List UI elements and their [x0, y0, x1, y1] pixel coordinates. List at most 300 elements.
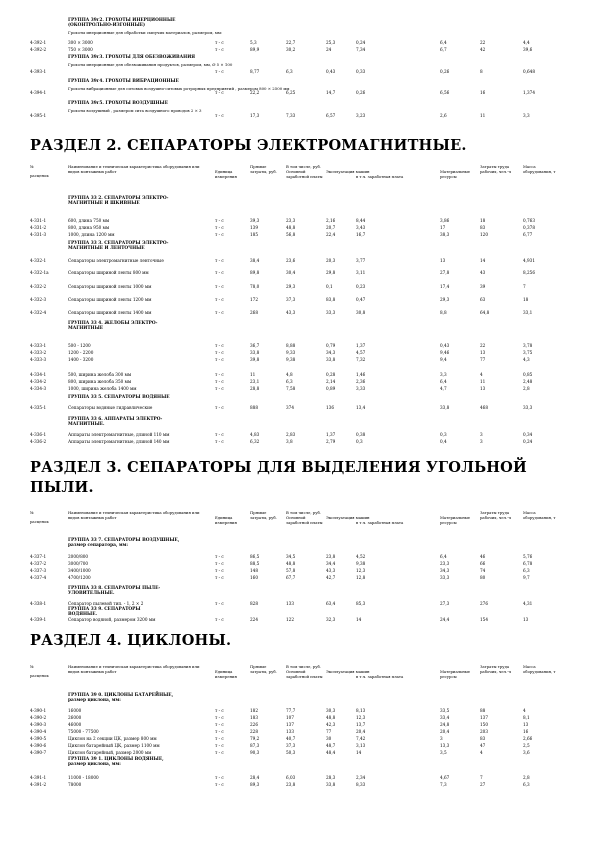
cell-code: 4-390-5	[30, 736, 47, 741]
cell-unit: т - с	[215, 310, 224, 315]
cell-v2: 0,89	[326, 386, 336, 391]
cell-v6: 13	[523, 617, 529, 622]
cell-code: 4-391-1	[30, 775, 47, 780]
cell-price: 89,3	[250, 782, 260, 787]
cell-v6: 2,8	[523, 775, 530, 780]
table-row	[30, 554, 580, 560]
cell-name: 1000, длина 1200 мм	[68, 232, 115, 237]
cell-unit: т - с	[215, 405, 224, 410]
table-row	[30, 405, 580, 411]
cell-v6: 18	[523, 297, 529, 302]
cell-v3: 13,4	[356, 405, 366, 410]
cell-v2: 28,3	[326, 775, 336, 780]
cell-code: 4-332-4	[30, 310, 47, 315]
table-row	[30, 775, 580, 781]
cell-code: 4-333-1	[30, 343, 47, 348]
cell-name: 3000/700	[68, 561, 89, 566]
cell-code: 4-331-2	[30, 225, 47, 230]
cell-v4: 24,8	[440, 722, 450, 727]
cell-v2: 33,8	[326, 782, 336, 787]
table-row	[30, 343, 580, 349]
group-description: Грохоты инерционные для обезвоживания продуктов, размером, мм, Ø 5 × 100	[68, 62, 233, 67]
cell-v6: 0,34	[523, 432, 533, 437]
cell-v5: 83	[480, 736, 486, 741]
cell-v3: 30,8	[356, 310, 366, 315]
cell-v4: 4,67	[440, 775, 450, 780]
cell-v6: 0,85	[523, 372, 533, 377]
cell-v5: 43	[480, 270, 486, 275]
cell-name: Сепаратор пылевой тип. - 1, 2 × 2	[68, 601, 144, 606]
cell-v6: 3,6	[523, 750, 530, 755]
cell-v1: 67,7	[286, 575, 296, 580]
cell-v1: 374	[286, 405, 294, 410]
cell-v4: 3,86	[440, 218, 450, 223]
cell-v2: 2,16	[326, 218, 336, 223]
cell-v4: 33,3	[440, 575, 450, 580]
cell-v5: 18	[480, 218, 486, 223]
cell-name: 1200 - 2200	[68, 350, 94, 355]
group-heading: ГРУППА 33 5. СЕПАРАТОРЫ ВОДЯНЫЕ	[68, 395, 170, 400]
cell-v6: 5,76	[523, 554, 533, 559]
cell-price: 185	[250, 232, 258, 237]
cell-name: 75000 - 77500	[68, 729, 99, 734]
cell-v5: 14	[480, 258, 486, 263]
cell-v3: 7,32	[356, 357, 366, 362]
cell-v4: 13	[440, 258, 446, 263]
table-row	[30, 284, 580, 290]
cell-v3: 12,3	[356, 568, 366, 573]
cell-code: 4-390-4	[30, 729, 47, 734]
cell-name: 78000	[68, 782, 82, 787]
cell-v4: 23,3	[440, 561, 450, 566]
cell-v5: 11	[480, 379, 486, 384]
cell-v4: 33,4	[440, 715, 450, 720]
table-row	[30, 310, 580, 316]
cell-v6: 6,3	[523, 568, 530, 573]
section-heading: РАЗДЕЛ 2. СЕПАРАТОРЫ ЭЛЕКТРОМАГНИТНЫЕ.	[30, 137, 467, 154]
cell-v2: 42,7	[326, 575, 336, 580]
cell-name: Циклон батарейный, размер 2000 мм	[68, 750, 152, 755]
cell-code: 4-332-1а	[30, 270, 49, 275]
cell-v3: 8,44	[356, 218, 366, 223]
cell-v3: 3,77	[356, 258, 366, 263]
cell-unit: т - с	[215, 350, 224, 355]
cell-v2: 77	[326, 729, 332, 734]
cell-code: 4-334-3	[30, 386, 47, 391]
cell-v3: 2,36	[356, 379, 366, 384]
cell-v6: 0,24	[523, 439, 533, 444]
cell-v6: 7	[523, 284, 526, 289]
cell-unit: т - с	[215, 439, 224, 444]
cell-v3: 12,8	[356, 575, 366, 580]
cell-unit: т - с	[215, 225, 224, 230]
cell-name: 11000 - 18000	[68, 775, 99, 780]
table-row	[30, 270, 580, 276]
cell-price: 36,7	[250, 343, 260, 348]
cell-v4: 0,43	[440, 343, 450, 348]
cell-unit: т - с	[215, 617, 224, 622]
table-row	[30, 379, 580, 385]
cell-v3: 0,38	[356, 432, 366, 437]
group-heading: ГРУППА 39г5. ГРОХОТЫ ВОЗДУШНЫЕ	[68, 101, 168, 106]
table-row	[30, 372, 580, 378]
cell-v2: 48,8	[326, 715, 336, 720]
cell-v3: 13,7	[356, 722, 366, 727]
cell-price: 23,1	[250, 379, 260, 384]
cell-price: 33,8	[250, 350, 260, 355]
cell-price: 11	[250, 372, 256, 377]
cell-v5: 13	[480, 350, 486, 355]
cell-v3: 2,34	[356, 775, 366, 780]
cell-v5: 150	[480, 722, 488, 727]
cell-v5: 7	[480, 775, 483, 780]
cell-v3: 0,47	[356, 297, 366, 302]
cell-v4: 8,8	[440, 310, 447, 315]
table-row	[30, 715, 580, 721]
cell-v1: 2,83	[286, 432, 296, 437]
cell-v3: 1,46	[356, 372, 366, 377]
cell-price: 139	[250, 225, 258, 230]
cell-v5: 3	[480, 432, 483, 437]
cell-unit: т - с	[215, 284, 224, 289]
cell-v3: 3,13	[356, 743, 366, 748]
cell-v2: 83,8	[326, 297, 336, 302]
cell-v6: 4	[523, 708, 526, 713]
cell-name: 3400/1000	[68, 568, 91, 573]
cell-v4: 17	[440, 225, 446, 230]
cell-v3: 8,13	[356, 708, 366, 713]
cell-v3: 85,3	[356, 601, 366, 606]
cell-v1: 30,4	[286, 270, 296, 275]
section-heading-line: ПЫЛИ.	[30, 479, 94, 496]
cell-unit: т - с	[215, 722, 224, 727]
cell-unit: т - с	[215, 715, 224, 720]
cell-v3: 14	[356, 750, 362, 755]
cell-v6: 0,378	[523, 225, 535, 230]
cell-code: 4-331-3	[30, 232, 47, 237]
cell-v4: 6,4	[440, 379, 447, 384]
cell-v4: 34,3	[440, 568, 450, 573]
table-row	[30, 357, 580, 363]
cell-unit: т - с	[215, 575, 224, 580]
table-header: № расценок Наименование и техническая характеристика оборудования или видов монтажных работ Единица измерения Прямые затраты, руб. В том числе, руб. Основной заработной платы Эксплуатация машин в т.ч. заработная плата Материальные ресурсы Затраты труда рабочих, чел.-ч Масса оборудования, т	[30, 164, 556, 179]
group-heading: ГРУППА 39 1. ЦИКЛОНЫ ВОДЯНЫЕ, размер циклона, мм:	[68, 757, 164, 767]
cell-v2: 20,7	[326, 225, 336, 230]
cell-name: Сепараторы водяные гидравлические	[68, 405, 153, 410]
cell-v5: 63	[480, 297, 486, 302]
group-heading: ГРУППА 33 8. СЕПАРАТОРЫ ПЫЛЕ- УЛОВИТЕЛЬНЫЕ.	[68, 586, 161, 596]
cell-v2: 23,8	[326, 554, 336, 559]
cell-v1: 3,8	[286, 439, 293, 444]
cell-v4: 29,3	[440, 297, 450, 302]
group-description: Грохоты воздушный , размером сита воздушного проводов 2 × 3	[68, 108, 202, 113]
table-row	[30, 736, 580, 742]
cell-name: Сепараторы шириной ленты 1200 мм	[68, 297, 152, 302]
table-header: № расценок Наименование и техническая характеристика оборудования или видов монтажных работ Единица измерения Прямые затраты, руб. В том числе, руб. Основной заработной платы Эксплуатация машин в т.ч. заработная плата Материальные ресурсы Затраты труда рабочих, чел.-ч Масса оборудования, т	[30, 510, 556, 525]
cell-price: 828	[250, 601, 258, 606]
cell-v6: 2,66	[523, 736, 533, 741]
cell-v2: 136	[326, 405, 334, 410]
table-row: 4-392-2 750 × 3000 т - с 89,9 30,2 24 7,34 6,7 42 39,6	[30, 47, 533, 52]
cell-v2: 0,1	[326, 284, 333, 289]
cell-v3: 8,33	[356, 782, 366, 787]
table-row	[30, 218, 580, 224]
cell-unit: т - с	[215, 750, 224, 755]
cell-v1: 9,33	[286, 350, 296, 355]
cell-v4: 38,3	[440, 232, 450, 237]
cell-v3: 4,52	[356, 554, 366, 559]
group-heading: ГРУППА 33 3. СЕПАРАТОРЫ ЭЛЕКТРО- МАГНИТНЫЕ И ЛЕНТОЧНЫЕ	[68, 241, 169, 251]
cell-v3: 12,3	[356, 715, 366, 720]
cell-code: 4-338-1	[30, 601, 47, 606]
cell-unit: т - с	[215, 568, 224, 573]
cell-v5: 13	[480, 386, 486, 391]
table-row: 4-392-1 300 × 3000 т - с 5,3 22,7 25,3 0,24 6,4 22 4,4	[30, 40, 530, 45]
cell-code: 4-332-2	[30, 284, 47, 289]
cell-v2: 48,4	[326, 750, 336, 755]
group-heading: ГРУППА 33 9. СЕПАРАТОРЫ ВОДЯНЫЕ.	[68, 607, 141, 617]
cell-unit: т - с	[215, 232, 224, 237]
cell-unit: т - с	[215, 561, 224, 566]
cell-v5: 64,8	[480, 310, 490, 315]
cell-v5: 80	[480, 575, 486, 580]
cell-v2: 42,3	[326, 722, 336, 727]
cell-code: 4-333-2	[30, 350, 47, 355]
cell-v1: 40,7	[286, 736, 296, 741]
cell-v5: 83	[480, 225, 486, 230]
group-heading: ГРУППА 33 7. СЕПАРАТОРЫ ВОЗДУШНЫЕ, размер сепаратора, мм:	[68, 538, 180, 548]
cell-v1: 4,8	[286, 372, 293, 377]
cell-v6: 8,1	[523, 715, 530, 720]
cell-v2: 2,14	[326, 379, 336, 384]
cell-v2: 22,4	[326, 232, 336, 237]
cell-v2: 48,7	[326, 743, 336, 748]
table-row	[30, 232, 580, 238]
cell-v1: 9,38	[286, 357, 296, 362]
cell-v4: 33,5	[440, 708, 450, 713]
cell-v4: 9,4	[440, 357, 447, 362]
cell-v4: 3	[440, 736, 443, 741]
cell-unit: т - с	[215, 270, 224, 275]
cell-name: Аппараты электромагнитные, длиной 140 мм	[68, 439, 170, 444]
cell-v2: 34,3	[326, 350, 336, 355]
cell-name: 1000, ширина желоба 1400 мм	[68, 386, 137, 391]
cell-price: 28,8	[250, 386, 260, 391]
cell-v4: 4,7	[440, 386, 447, 391]
cell-name: 1400 - 3200	[68, 357, 94, 362]
cell-v5: 276	[480, 601, 488, 606]
cell-name: 2000/800	[68, 554, 89, 559]
cell-v1: 137	[286, 722, 294, 727]
cell-v5: 77	[480, 357, 486, 362]
group-heading: ГРУППА 33 2. СЕПАРАТОРЫ ЭЛЕКТРО- МАГНИТНЫЕ И ШКИВНЫЕ	[68, 196, 169, 206]
cell-v3: 14	[356, 617, 362, 622]
cell-v4: 0,3	[440, 432, 447, 437]
cell-v3: 0,23	[356, 284, 366, 289]
cell-unit: т - с	[215, 736, 224, 741]
cell-v6: 6,77	[523, 232, 533, 237]
group-heading: ГРУППА 33 4. ЖЕЛОБЫ ЭЛЕКТРО- МАГНИТНЫЕ	[68, 321, 158, 331]
cell-v6: 3,78	[523, 343, 533, 348]
cell-code: 4-339-1	[30, 617, 47, 622]
cell-v2: 43,3	[326, 568, 336, 573]
cell-name: 600, длина 750 мм	[68, 218, 110, 223]
table-row	[30, 750, 580, 756]
group-heading: ГРУППА 39 0. ЦИКЛОНЫ БАТАРЕЙНЫЕ, размер циклона, мм:	[68, 693, 174, 703]
section-heading	[30, 458, 527, 498]
table-row	[30, 297, 580, 303]
cell-v1: 7,58	[286, 386, 296, 391]
cell-v5: 88	[480, 708, 486, 713]
cell-price: 6,32	[250, 439, 260, 444]
table-row	[30, 225, 580, 231]
cell-v2: 34,4	[326, 561, 336, 566]
cell-code: 4-334-1	[30, 372, 47, 377]
cell-price: 226	[250, 722, 258, 727]
group-heading: ГРУППА 39г3. ГРОХОТЫ ДЛЯ ОБЕЗВОЖИВАНИЯ	[68, 55, 196, 60]
cell-v6: 6,78	[523, 561, 533, 566]
cell-name: Циклон батарейный ЦК, размер 1100 мм	[68, 743, 160, 748]
cell-v6: 33,3	[523, 405, 533, 410]
table-row	[30, 432, 580, 438]
table-header: № расценок Наименование и техническая характеристика оборудования или видов монтажных работ Единица измерения Прямые затраты, руб. В том числе, руб. Основной заработной платы Эксплуатация машин в т.ч. заработная плата Материальные ресурсы Затраты труда рабочих, чел.-ч Масса оборудования, т	[30, 664, 556, 679]
cell-v3: 7,42	[356, 736, 366, 741]
cell-v6: 0,763	[523, 218, 535, 223]
table-row	[30, 617, 580, 623]
cell-v3: 16,7	[356, 232, 366, 237]
cell-v2: 30	[326, 736, 332, 741]
cell-v5: 22	[480, 343, 486, 348]
cell-v4: 33,8	[440, 405, 450, 410]
group-heading: ГРУППА 39г2. ГРОХОТЫ ИНЕРЦИОННЫЕ (ОКОНТРОЛЬНО-ИЗГОННЫЕ)	[68, 18, 176, 28]
group-description: Грохоты инерционные для обработки сыпучих материалов, размером, мм:	[68, 30, 223, 35]
cell-v1: 133	[286, 601, 294, 606]
cell-v5: 4	[480, 750, 483, 755]
cell-v1: 77,7	[286, 708, 296, 713]
cell-v1: 133	[286, 729, 294, 734]
cell-v3: 0,3	[356, 439, 363, 444]
cell-v1: 43,3	[286, 310, 296, 315]
cell-v3: 3,43	[356, 225, 366, 230]
cell-unit: т - с	[215, 372, 224, 377]
cell-v6: 13	[523, 722, 529, 727]
cell-code: 4-337-1	[30, 554, 47, 559]
cell-v4: 27,3	[440, 601, 450, 606]
cell-code: 4-390-3	[30, 722, 47, 727]
cell-unit: т - с	[215, 357, 224, 362]
cell-v3: 3,33	[356, 386, 366, 391]
cell-name: Сепаратор водяной, размером 3200 мм	[68, 617, 156, 622]
cell-v6: 2,8	[523, 386, 530, 391]
cell-v5: 46	[480, 554, 486, 559]
cell-unit: т - с	[215, 258, 224, 263]
cell-price: 148	[250, 568, 258, 573]
cell-v4: 24,4	[440, 617, 450, 622]
cell-v2: 29,8	[326, 270, 336, 275]
cell-v1: 6,3	[286, 379, 293, 384]
cell-v4: 9,46	[440, 350, 450, 355]
cell-v6: 3,75	[523, 350, 533, 355]
cell-v6: 2,48	[523, 379, 533, 384]
cell-price: 268	[250, 310, 258, 315]
cell-v4: 6,4	[440, 554, 447, 559]
table-row	[30, 350, 580, 356]
cell-name: 800, длина 950 мм	[68, 225, 110, 230]
cell-price: 183	[250, 715, 258, 720]
cell-code: 4-332-1	[30, 258, 47, 263]
cell-name: 500, ширина желоба 300 мм	[68, 372, 132, 377]
cell-v1: 107	[286, 715, 294, 720]
cell-v5: 120	[480, 232, 488, 237]
table-row	[30, 782, 580, 788]
cell-price: 172	[250, 297, 258, 302]
group-description: Грохоты вибрационные для ситовых воздушно-ситовых ротрорных предприятий , размером 800 × 2500 мм	[68, 86, 290, 91]
cell-name: 16000	[68, 708, 82, 713]
cell-code: 4-337-2	[30, 561, 47, 566]
cell-code: 4-335-1	[30, 405, 47, 410]
cell-price: 86,5	[250, 554, 260, 559]
cell-name: 26000	[68, 715, 82, 720]
cell-v6: 2,5	[523, 743, 530, 748]
cell-v6: 33,1	[523, 310, 533, 315]
cell-v3: 20,4	[356, 729, 366, 734]
cell-code: 4-334-2	[30, 379, 47, 384]
cell-v1: 29,3	[286, 284, 296, 289]
cell-v4: 0,4	[440, 439, 447, 444]
cell-v5: 4	[480, 372, 483, 377]
cell-price: 79,2	[250, 736, 260, 741]
cell-price: 88,5	[250, 561, 260, 566]
cell-v4: 20,4	[440, 729, 450, 734]
cell-v1: 50,3	[286, 750, 296, 755]
table-row: 4-393-1 т - с 8,77 6,3 0,43 0,33 0,26 8 0,648	[30, 69, 535, 74]
cell-v4: 3,5	[440, 750, 447, 755]
cell-v5: 47	[480, 743, 486, 748]
cell-v5: 74	[480, 568, 486, 573]
cell-code: 4-390-2	[30, 715, 47, 720]
cell-name: Сепараторы шириной ленты 800 мм	[68, 270, 149, 275]
table-row	[30, 743, 580, 749]
cell-v5: 3	[480, 439, 483, 444]
cell-v5: 66	[480, 561, 486, 566]
table-row	[30, 561, 580, 567]
cell-v4: 7,3	[440, 782, 447, 787]
section-heading-line: РАЗДЕЛ 3. СЕПАРАТОРЫ ДЛЯ ВЫДЕЛЕНИЯ УГОЛЬНОЙ	[30, 459, 527, 476]
cell-v6: 4,931	[523, 258, 535, 263]
cell-v4: 17,4	[440, 284, 450, 289]
cell-unit: т - с	[215, 218, 224, 223]
cell-v3: 9,38	[356, 561, 366, 566]
table-row	[30, 439, 580, 445]
cell-code: 4-337-4	[30, 575, 47, 580]
cell-price: 228	[250, 729, 258, 734]
cell-v2: 20,3	[326, 258, 336, 263]
cell-v2: 0,79	[326, 343, 336, 348]
cell-code: 4-390-1	[30, 708, 47, 713]
cell-price: 78,0	[250, 284, 260, 289]
cell-v6: 9,7	[523, 575, 530, 580]
cell-v6: 8,256	[523, 270, 535, 275]
cell-name: Сепараторы электромагнитные ленточные	[68, 258, 164, 263]
table-row	[30, 568, 580, 574]
cell-price: 38,4	[250, 258, 260, 263]
cell-code: 4-336-1	[30, 432, 47, 437]
cell-name: 46000	[68, 722, 82, 727]
cell-v5: 154	[480, 617, 488, 622]
cell-v1: 23,8	[286, 782, 296, 787]
cell-v5: 27	[480, 782, 486, 787]
cell-code: 4-336-2	[30, 439, 47, 444]
